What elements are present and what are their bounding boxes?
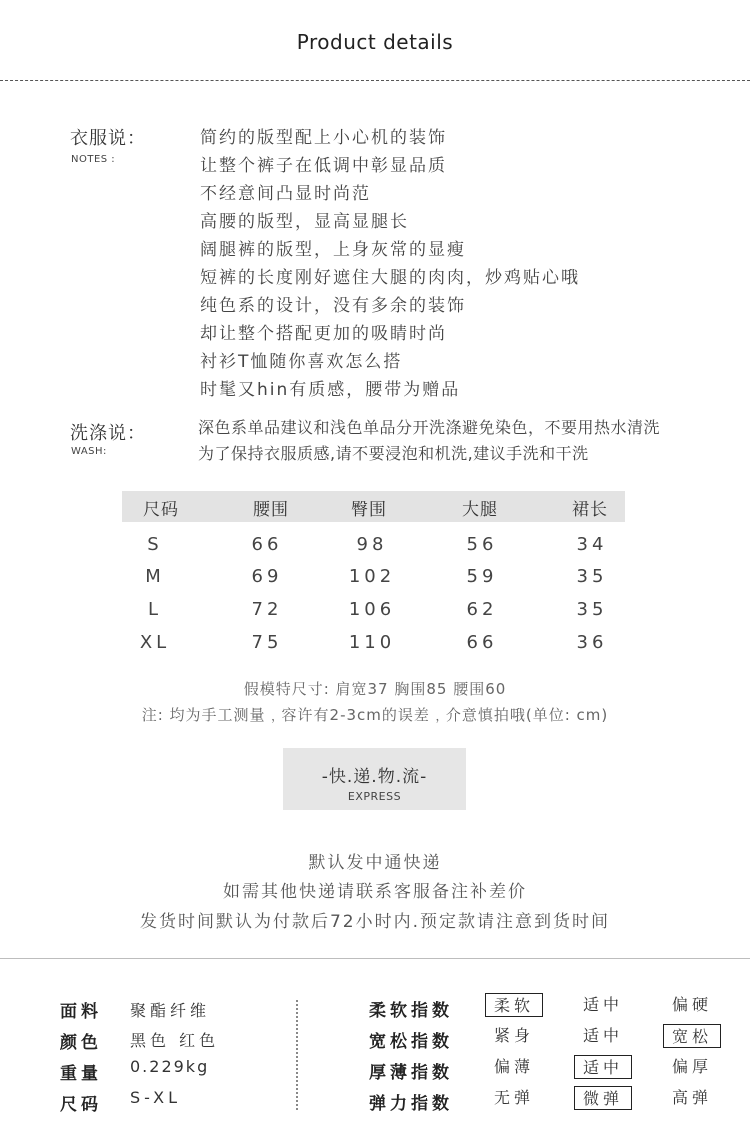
size-cell: 62 xyxy=(466,599,498,620)
elasticity-option: 高弹 xyxy=(671,1088,712,1107)
header-divider xyxy=(0,80,750,81)
attr-label-weight: 重量 xyxy=(60,1064,102,1084)
softness-option: 适中 xyxy=(582,995,623,1014)
size-header-cell: 臀围 xyxy=(351,500,387,520)
size-cell: S xyxy=(147,534,163,555)
index-label-thickness: 厚薄指数 xyxy=(369,1063,453,1083)
thickness-option: 适中 xyxy=(574,1055,632,1079)
attr-value-size: S-XL xyxy=(130,1088,182,1107)
thickness-option: 偏薄 xyxy=(493,1057,534,1076)
size-cell: 66 xyxy=(466,632,498,653)
bottom-divider xyxy=(0,958,750,959)
size-cell: 69 xyxy=(251,566,283,587)
attr-value-fabric: 聚酯纤维 xyxy=(130,1001,211,1020)
shipping-line: 默认发中通快递 xyxy=(308,853,442,873)
looseness-option: 适中 xyxy=(582,1026,623,1045)
express-subtitle: EXPRESS xyxy=(347,790,402,803)
notes-line: 不经意间凸显时尚范 xyxy=(200,184,371,204)
size-cell: 106 xyxy=(348,599,396,620)
size-cell: 35 xyxy=(576,566,608,587)
wash-label-en: WASH: xyxy=(71,446,107,457)
size-header-cell: 大腿 xyxy=(462,500,498,520)
notes-line: 高腰的版型，显高显腿长 xyxy=(200,212,409,232)
notes-line: 短裤的长度刚好遮住大腿的肉肉，炒鸡贴心哦 xyxy=(200,268,580,288)
notes-line: 时髦又hin有质感，腰带为赠品 xyxy=(200,380,461,400)
attribute-divider xyxy=(296,1000,298,1110)
size-cell: L xyxy=(147,599,163,620)
page-title: Product details xyxy=(296,30,454,54)
notes-label: 衣服说： xyxy=(70,128,146,149)
softness-option: 柔软 xyxy=(485,993,543,1017)
size-cell: 72 xyxy=(251,599,283,620)
notes-line: 纯色系的设计，没有多余的装饰 xyxy=(200,296,466,316)
size-cell: 75 xyxy=(251,632,283,653)
attr-label-size: 尺码 xyxy=(60,1095,102,1115)
notes-line: 衬衫T恤随你喜欢怎么搭 xyxy=(200,352,403,372)
size-cell: 35 xyxy=(576,599,608,620)
size-cell: 98 xyxy=(356,534,388,555)
size-cell: M xyxy=(145,566,165,587)
measure-note: 注: 均为手工测量﹐容许有2-3cm的误差﹐介意慎拍哦(单位: cm) xyxy=(141,706,609,724)
size-cell: 59 xyxy=(466,566,498,587)
elasticity-option: 无弹 xyxy=(493,1088,534,1107)
attr-value-weight: 0.229kg xyxy=(130,1057,210,1076)
thickness-option: 偏厚 xyxy=(671,1057,712,1076)
wash-line: 深色系单品建议和浅色单品分开洗涤避免染色，不要用热水清洗 xyxy=(198,418,661,437)
index-label-elasticity: 弹力指数 xyxy=(369,1094,453,1114)
attr-label-color: 颜色 xyxy=(60,1033,102,1053)
index-label-looseness: 宽松指数 xyxy=(369,1032,453,1052)
size-cell: 110 xyxy=(348,632,396,653)
size-header-cell: 腰围 xyxy=(253,500,289,520)
softness-option: 偏硬 xyxy=(671,995,712,1014)
size-cell: 56 xyxy=(466,534,498,555)
elasticity-option: 微弹 xyxy=(574,1086,632,1110)
notes-line: 却让整个搭配更加的吸睛时尚 xyxy=(200,324,447,344)
size-cell: 36 xyxy=(576,632,608,653)
express-title: -快.递.物.流- xyxy=(321,767,428,787)
shipping-line: 如需其他快递请联系客服备注补差价 xyxy=(223,882,527,902)
size-cell: XL xyxy=(139,632,171,653)
shipping-line: 发货时间默认为付款后72小时内.预定款请注意到货时间 xyxy=(139,912,611,932)
wash-line: 为了保持衣服质感,请不要浸泡和机洗,建议手洗和干洗 xyxy=(198,444,589,463)
attr-value-color: 黑色 红色 xyxy=(130,1031,220,1050)
size-header-cell: 裙长 xyxy=(572,500,608,520)
looseness-option: 紧身 xyxy=(493,1026,534,1045)
notes-line: 阔腿裤的版型，上身灰常的显瘦 xyxy=(200,240,466,260)
wash-label: 洗涤说： xyxy=(70,423,146,444)
index-label-softness: 柔软指数 xyxy=(369,1001,453,1021)
size-header-cell: 尺码 xyxy=(143,500,179,520)
size-cell: 66 xyxy=(251,534,283,555)
size-cell: 34 xyxy=(576,534,608,555)
size-cell: 102 xyxy=(348,566,396,587)
notes-line: 让整个裤子在低调中彰显品质 xyxy=(200,156,447,176)
attr-label-fabric: 面料 xyxy=(60,1002,102,1022)
notes-label-en: NOTES : xyxy=(71,154,116,165)
looseness-option: 宽松 xyxy=(663,1024,721,1048)
notes-line: 简约的版型配上小心机的装饰 xyxy=(200,128,447,148)
model-size-note: 假模特尺寸: 肩宽37 胸围85 腰围60 xyxy=(243,680,507,698)
